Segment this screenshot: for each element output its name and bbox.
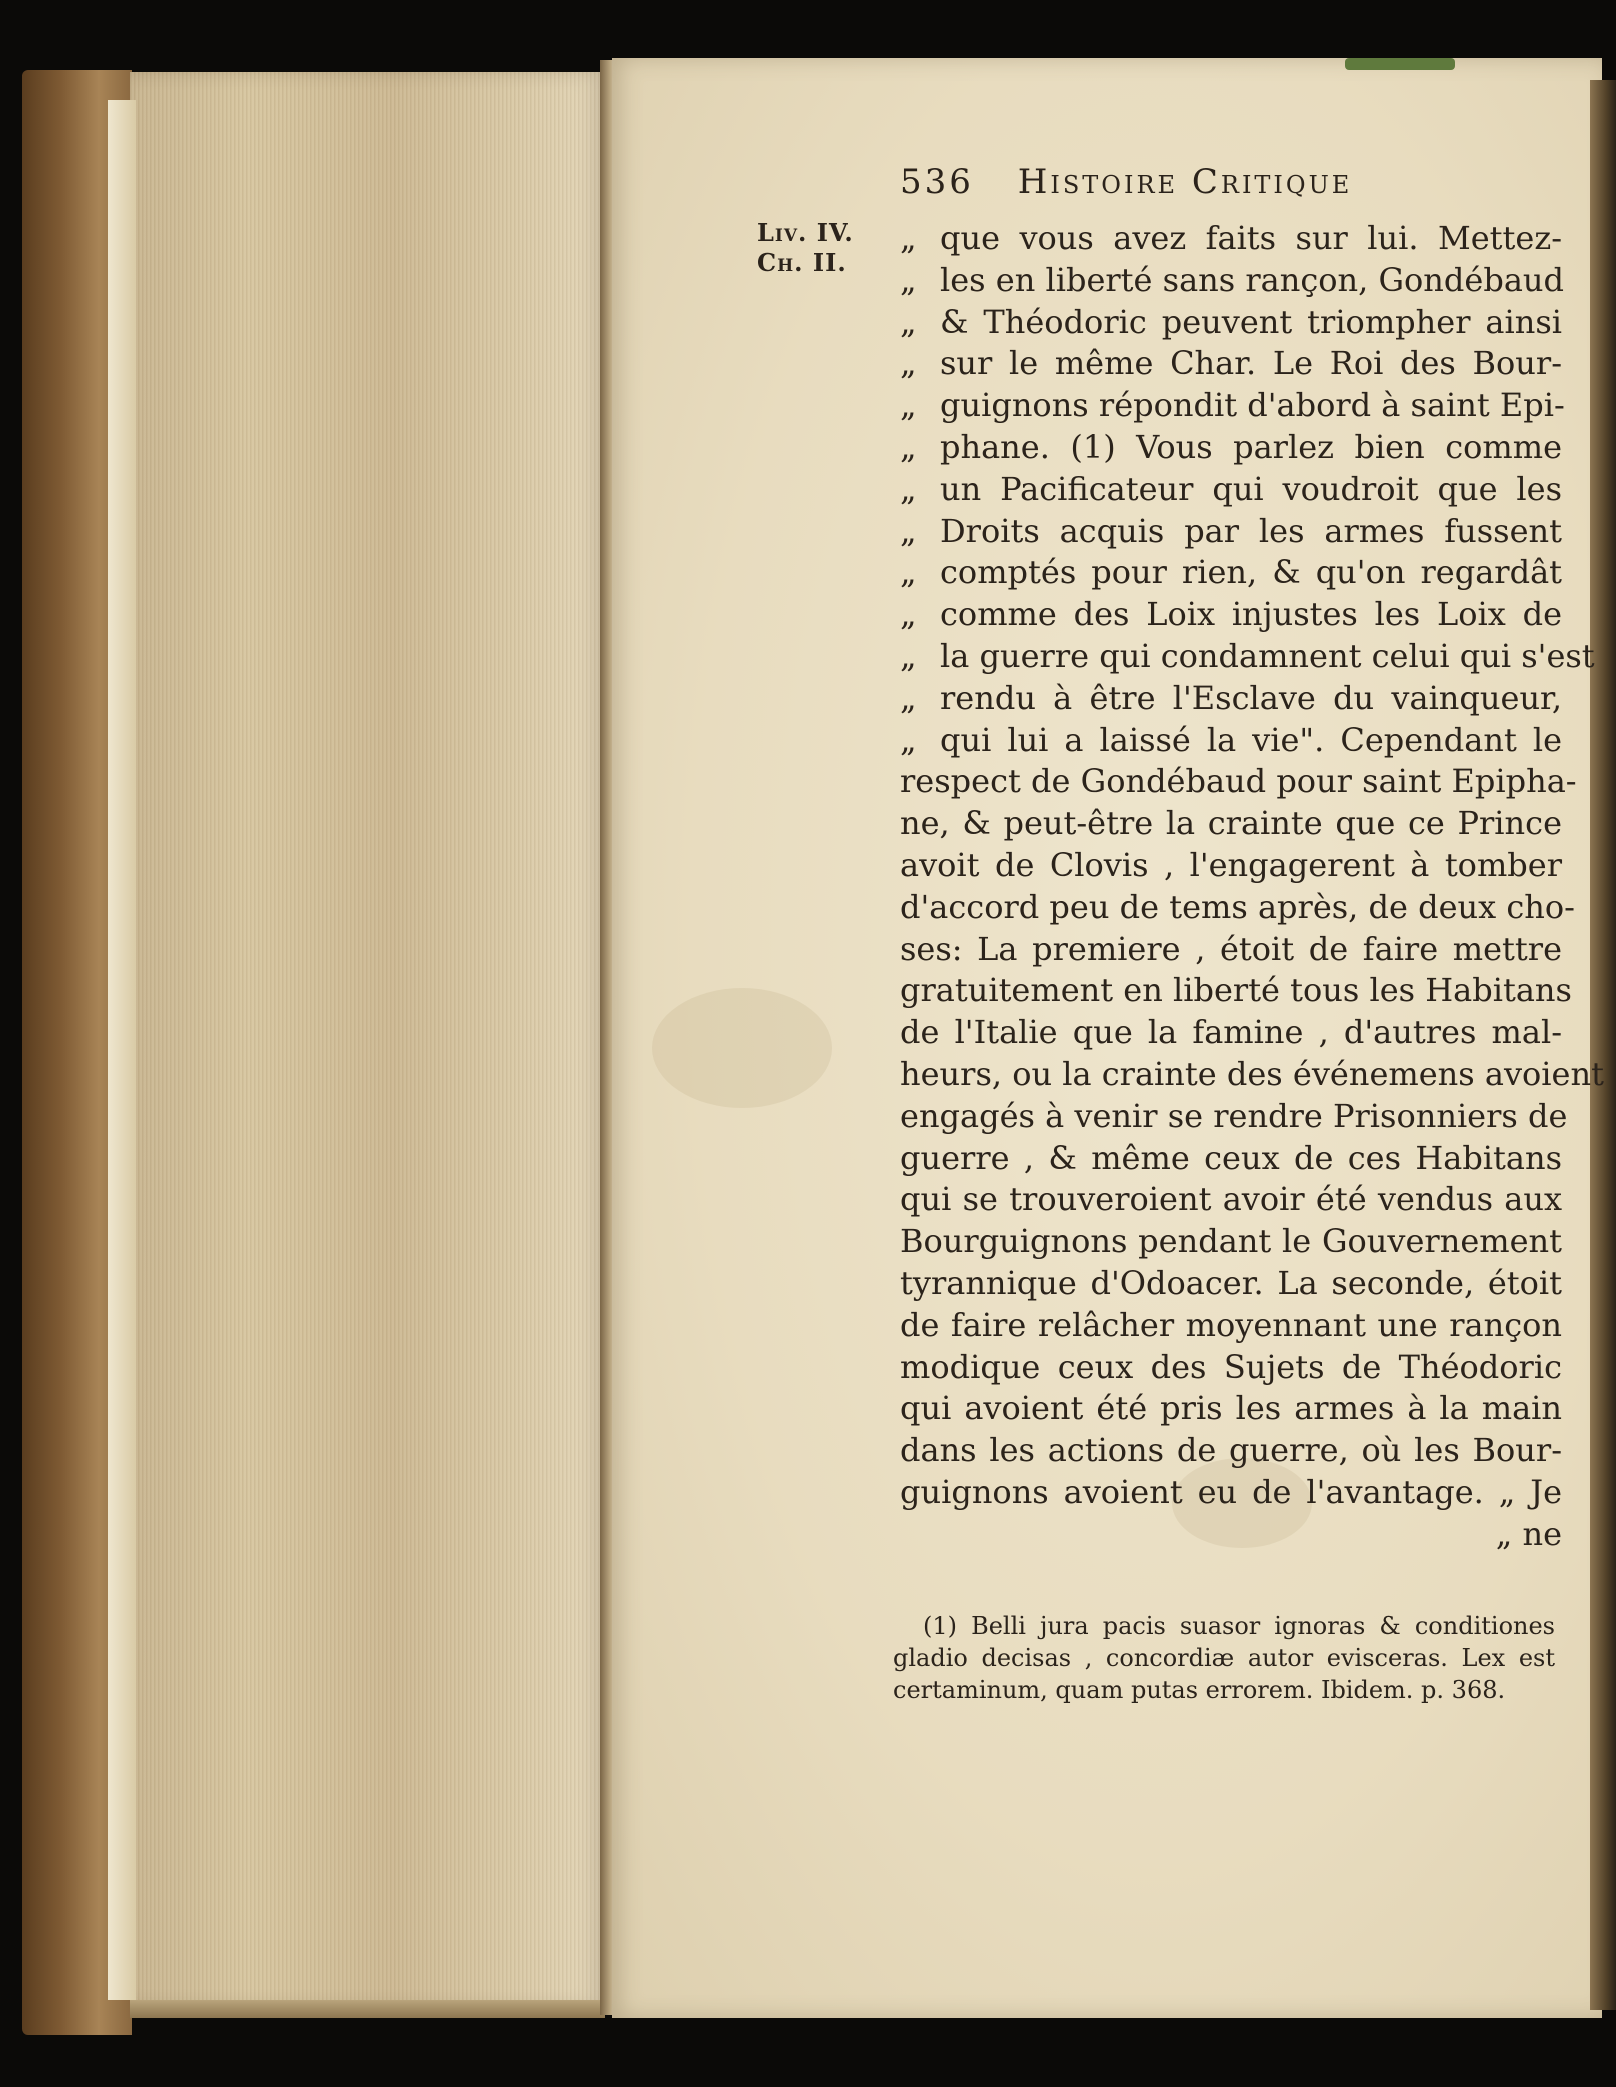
text-line-content: Bourguignons pendant le Gouvernement: [900, 1222, 1562, 1261]
text-line-content: un Pacificateur qui voudroit que les: [940, 469, 1562, 508]
text-line-content: rendu à être l'Esclave du vainqueur,: [940, 678, 1562, 717]
quote-mark: „: [900, 720, 917, 759]
text-line-content: la guerre qui condamnent celui qui s'est: [940, 636, 1595, 675]
text-line: [900, 803, 1562, 845]
text-line: [900, 260, 1562, 302]
text-line-content: Droits acquis par les armes fussent: [940, 511, 1562, 550]
text-line: [900, 1347, 1562, 1389]
margin-note: [757, 218, 854, 278]
text-line-content: qui avoient été pris les armes à la main: [900, 1389, 1562, 1428]
quote-mark: „: [900, 636, 917, 675]
quote-mark: „: [900, 427, 917, 466]
text-line: [900, 1263, 1562, 1305]
text-line: [900, 218, 1562, 260]
text-line-content: de l'Italie que la famine , d'autres mal-: [900, 1013, 1562, 1052]
text-line: [900, 1305, 1562, 1347]
text-line-content: que vous avez faits sur lui. Mettez-: [940, 219, 1562, 257]
text-line: [900, 887, 1575, 929]
cover-endpaper-strip: [108, 100, 136, 2000]
text-line-content: guerre , & même ceux de ces Habitans: [900, 1138, 1562, 1177]
text-line: [900, 1430, 1562, 1472]
text-line-content: engagés à venir se rendre Prisonniers de: [900, 1096, 1568, 1135]
text-line-content: d'accord peu de tems après, de deux cho-: [900, 887, 1575, 926]
text-line: [900, 302, 1562, 344]
text-line: [900, 552, 1562, 594]
text-line-content: heurs, ou la crainte des événemens avoient: [900, 1054, 1604, 1093]
quote-mark: „: [900, 302, 917, 341]
page-number: 536: [900, 162, 974, 202]
quote-mark: „: [900, 344, 917, 383]
footnote-line: (1) Belli jura pacis suasor ignoras & conditiones: [923, 1612, 1555, 1640]
text-line: [900, 427, 1562, 469]
text-line-content: guignons avoient eu de l'avantage. „ Je: [900, 1472, 1562, 1511]
margin-note-line: Ch. II.: [757, 248, 847, 277]
text-line: [900, 761, 1577, 803]
text-line: [900, 1179, 1562, 1221]
text-line-content: dans les actions de guerre, où les Bour-: [900, 1431, 1562, 1470]
text-line: [900, 1472, 1562, 1514]
catchword: „ ne: [1495, 1514, 1562, 1553]
text-line-content: qui lui a laissé la vie". Cependant le: [940, 720, 1562, 759]
text-line-content: de faire relâcher moyennant une rançon: [900, 1305, 1562, 1344]
text-line-content: comme des Loix injustes les Loix de: [940, 595, 1562, 634]
text-line: [900, 343, 1562, 385]
quote-mark: „: [900, 386, 917, 425]
text-line: [900, 1012, 1562, 1054]
text-line: [900, 678, 1562, 720]
text-line: [900, 1388, 1562, 1430]
text-line: [900, 929, 1562, 971]
footnote: [893, 1610, 1555, 1706]
text-line: [900, 1054, 1604, 1096]
text-line-content: phane. (1) Vous parlez bien comme: [940, 427, 1562, 466]
footnote-line: gladio decisas , concordiæ autor evisceras. Lex est: [893, 1644, 1555, 1672]
text-line: [900, 469, 1562, 511]
text-line: [900, 845, 1562, 887]
text-line: [900, 594, 1562, 636]
text-line-content: modique ceux des Sujets de Théodoric: [900, 1347, 1562, 1386]
text-line-content: comptés pour rien, & qu'on regardât: [940, 553, 1562, 592]
text-line-content: qui se trouveroient avoir été vendus aux: [900, 1180, 1562, 1219]
quote-mark: „: [900, 511, 917, 550]
text-line-content: sur le même Char. Le Roi des Bour-: [940, 344, 1562, 383]
text-line-content: les en liberté sans rançon, Gondébaud: [940, 260, 1564, 299]
body-text: [900, 218, 1604, 1556]
running-head: [900, 162, 1565, 202]
text-line: [900, 385, 1565, 427]
text-line-content: guignons répondit d'abord à saint Epi-: [940, 386, 1565, 425]
text-line: [900, 1221, 1562, 1263]
text-line-content: ne, & peut-être la crainte que ce Prince: [900, 804, 1562, 843]
margin-note-line: Liv. IV.: [757, 218, 854, 247]
text-line-content: gratuitement en liberté tous les Habitans: [900, 971, 1572, 1010]
quote-mark: „: [900, 553, 917, 592]
text-line: [900, 970, 1572, 1012]
page-block-edges: [130, 72, 605, 2007]
text-line-content: & Théodoric peuvent triompher ainsi: [940, 302, 1562, 341]
text-line-content: ses: La premiere , étoit de faire mettre: [900, 929, 1562, 968]
quote-mark: „: [900, 595, 917, 634]
bookmark-ribbon: [1345, 58, 1455, 70]
text-line-content: avoit de Clovis , l'engagerent à tomber: [900, 845, 1562, 884]
footnote-line: certaminum, quam putas errorem. Ibidem. p. 368.: [893, 1676, 1506, 1704]
text-line-content: respect de Gondébaud pour saint Epipha-: [900, 762, 1577, 801]
page-block-bottom-edge: [130, 2000, 605, 2018]
paper-stain: [652, 988, 832, 1108]
text-line: [900, 511, 1562, 553]
quote-mark: „: [900, 219, 917, 257]
quote-mark: „: [900, 678, 917, 717]
text-line: [900, 636, 1595, 678]
quote-mark: „: [900, 260, 917, 299]
right-page-edge: [1590, 80, 1616, 2010]
text-line: [900, 720, 1562, 762]
text-line-content: tyrannique d'Odoacer. La seconde, étoit: [900, 1263, 1562, 1302]
text-line: [900, 1138, 1562, 1180]
running-title: Histoire Critique: [1017, 162, 1353, 202]
text-line: [900, 1096, 1568, 1138]
quote-mark: „: [900, 469, 917, 508]
